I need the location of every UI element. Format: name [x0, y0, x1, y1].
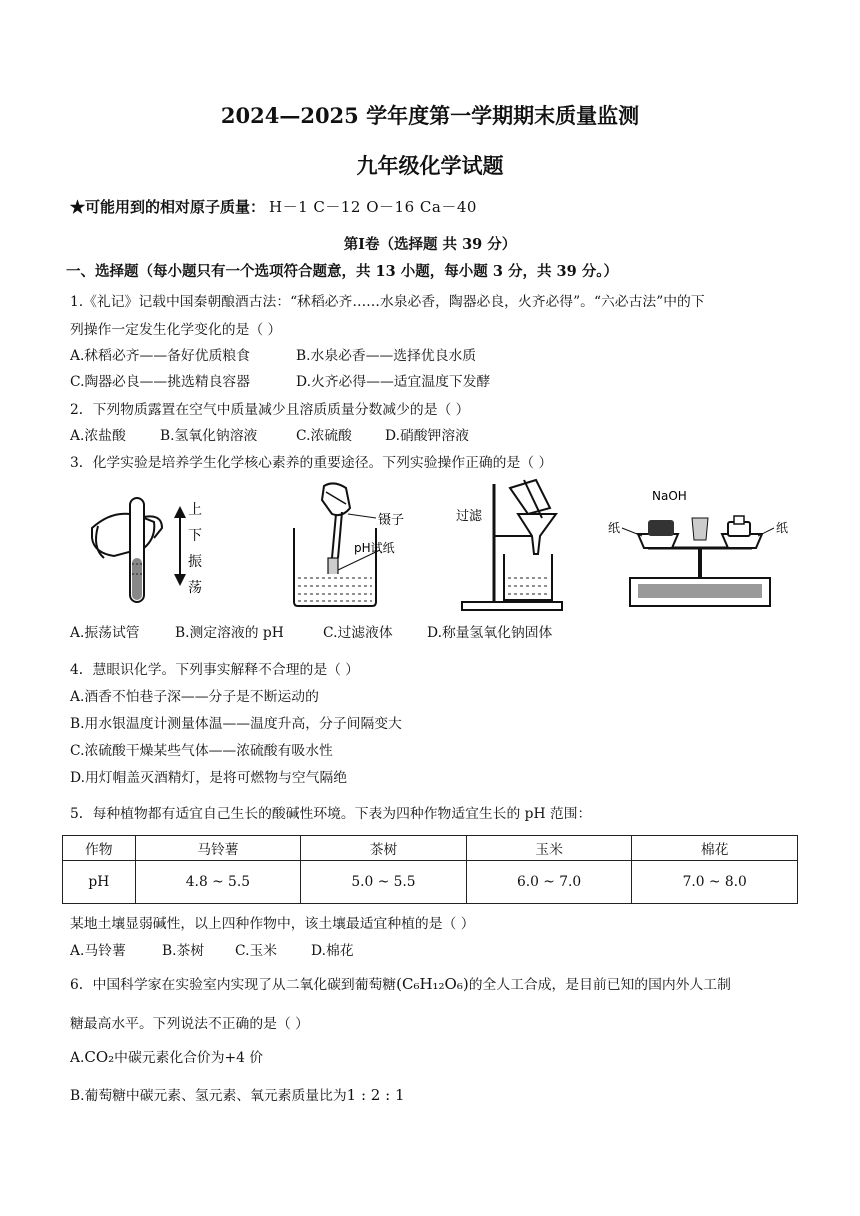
- q1-option-b: B.水泉必香——选择优良水质: [296, 348, 477, 364]
- shake-label-down: 下: [188, 528, 202, 544]
- table-row: [63, 861, 798, 904]
- table-header-cell: 玉米: [466, 836, 632, 861]
- atomic-mass-note: [70, 196, 477, 217]
- filtration-figure: [452, 478, 572, 613]
- q1-stem-line1: 1.《礼记》记载中国秦朝酿酒古法：“秫稻必齐……水泉必香，陶器必良，火齐必得”。“六必古法”中的下: [70, 294, 705, 310]
- q3-option-c: C.过滤液体: [323, 625, 393, 641]
- paper-label-left: 纸: [608, 521, 621, 535]
- q3-options: [70, 621, 552, 641]
- q5-option-b: B.茶树: [162, 943, 205, 959]
- q5-question: 某地土壤显弱碱性，以上四种作物中，该土壤最适宜种植的是（ ）: [70, 916, 475, 932]
- q3-option-a: A.振荡试管: [70, 625, 140, 641]
- q6-stem-line1: [70, 973, 731, 993]
- q4-option-b: B.用水银温度计测量体温——温度升高，分子间隔变大: [70, 716, 402, 732]
- table-header-cell: 棉花: [632, 836, 798, 861]
- q5-option-a: A.马铃薯: [70, 943, 126, 959]
- balance-figure: [608, 478, 792, 613]
- shake-label-swing: 荡: [188, 580, 202, 596]
- tweezers-label: 镊子: [378, 513, 405, 528]
- ph-test-figure: [288, 478, 428, 613]
- naoh-label: NaOH: [652, 489, 687, 503]
- q2-option-d: D.硝酸钾溶液: [385, 428, 469, 444]
- table-header-cell: 作物: [63, 836, 136, 861]
- q4-option-a: A.酒香不怕巷子深——分子是不断运动的: [70, 689, 319, 705]
- q3-option-d: D.称量氢氧化钠固体: [427, 625, 553, 641]
- q6-option-a-prefix: A.: [70, 1050, 85, 1066]
- q2-stem: 2．下列物质露置在空气中质量减少且溶质质量分数减少的是（ ）: [70, 402, 470, 418]
- q3-stem: 3．化学实验是培养学生化学核心素养的重要途径。下列实验操作正确的是（ ）: [70, 455, 553, 471]
- q1-option-c: C.陶器必良——挑选精良容器: [70, 374, 251, 390]
- filtration-label: 过滤: [456, 509, 483, 524]
- atomic-mass-values: H－1 C－12 O－16 Ca－40: [269, 198, 477, 216]
- co2-formula: CO₂: [84, 1048, 115, 1066]
- exam-subtitle: 九年级化学试题: [356, 153, 504, 178]
- section-heading: 一、选择题（每小题只有一个选项符合题意，共 13 小题，每小题 3 分，共 39 分。）: [66, 263, 618, 280]
- exam-title: 2024—2025 学年度第一学期期末质量监测: [220, 103, 640, 128]
- table-cell: 5.0 ~ 5.5: [301, 861, 467, 904]
- q1-option-d: D.火齐必得——适宜温度下发酵: [296, 374, 491, 390]
- q1-stem-line2: 列操作一定发生化学变化的是（ ）: [70, 322, 282, 338]
- q1-option-a: A.秫稻必齐——备好优质粮食: [70, 348, 250, 364]
- q6-stem-part1: 6．中国科学家在实验室内实现了从二氧化碳到葡萄糖: [70, 977, 397, 993]
- mass-ratio: 1 : 2 : 1: [346, 1086, 405, 1104]
- q4-option-c: C.浓硫酸干燥某些气体——浓硫酸有吸水性: [70, 743, 333, 759]
- table-header-row: [63, 836, 798, 861]
- q6-stem-part2: 的全人工合成，是目前已知的国内外人工制: [468, 977, 731, 993]
- q5-options: [70, 939, 354, 959]
- shake-label-up: 上: [188, 502, 202, 518]
- table-cell: pH: [63, 861, 136, 904]
- q5-stem: 5．每种植物都有适宜自己生长的酸碱性环境。下表为四种作物适宜生长的 pH 范围：: [70, 806, 592, 822]
- table-cell: 7.0 ~ 8.0: [632, 861, 798, 904]
- q6-option-a: [70, 1046, 263, 1066]
- q3-option-b: B.测定溶液的 pH: [175, 625, 284, 641]
- q4-stem: 4．慧眼识化学。下列事实解释不合理的是（ ）: [70, 662, 360, 678]
- shaking-test-tube-figure: [84, 478, 214, 608]
- q5-option-d: D.棉花: [311, 943, 354, 959]
- glucose-formula: (C₆H₁₂O₆): [396, 975, 469, 993]
- paper-label-right: 纸: [776, 521, 789, 535]
- q1-options-row1: [70, 344, 476, 364]
- atomic-mass-label: ★可能用到的相对原子质量：: [70, 198, 266, 216]
- ph-paper-label: pH试纸: [354, 541, 395, 555]
- ph-range-table: [62, 835, 798, 904]
- table-cell: 6.0 ~ 7.0: [466, 861, 632, 904]
- q5-option-c: C.玉米: [235, 943, 278, 959]
- q6-option-b-text: B.葡萄糖中碳元素、氢元素、氧元素质量比为: [70, 1088, 347, 1104]
- q2-options: [70, 424, 469, 444]
- q6-stem-line2: 糖最高水平。下列说法不正确的是（ ）: [70, 1016, 309, 1032]
- q4-option-d: D.用灯帽盖灭酒精灯，是将可燃物与空气隔绝: [70, 770, 348, 786]
- q1-options-row2: [70, 370, 490, 390]
- section-title: 第Ⅰ卷（选择题 共 39 分）: [343, 236, 517, 253]
- q6-option-b: [70, 1084, 404, 1104]
- table-cell: 4.8 ~ 5.5: [135, 861, 301, 904]
- shake-label-vibrate: 振: [188, 554, 202, 570]
- q6-option-a-text: 中碳元素化合价为+4 价: [114, 1050, 264, 1066]
- q2-option-a: A.浓盐酸: [70, 428, 126, 444]
- q2-option-c: C.浓硫酸: [296, 428, 352, 444]
- table-header-cell: 茶树: [301, 836, 467, 861]
- table-header-cell: 马铃薯: [135, 836, 301, 861]
- q2-option-b: B.氢氧化钠溶液: [160, 428, 258, 444]
